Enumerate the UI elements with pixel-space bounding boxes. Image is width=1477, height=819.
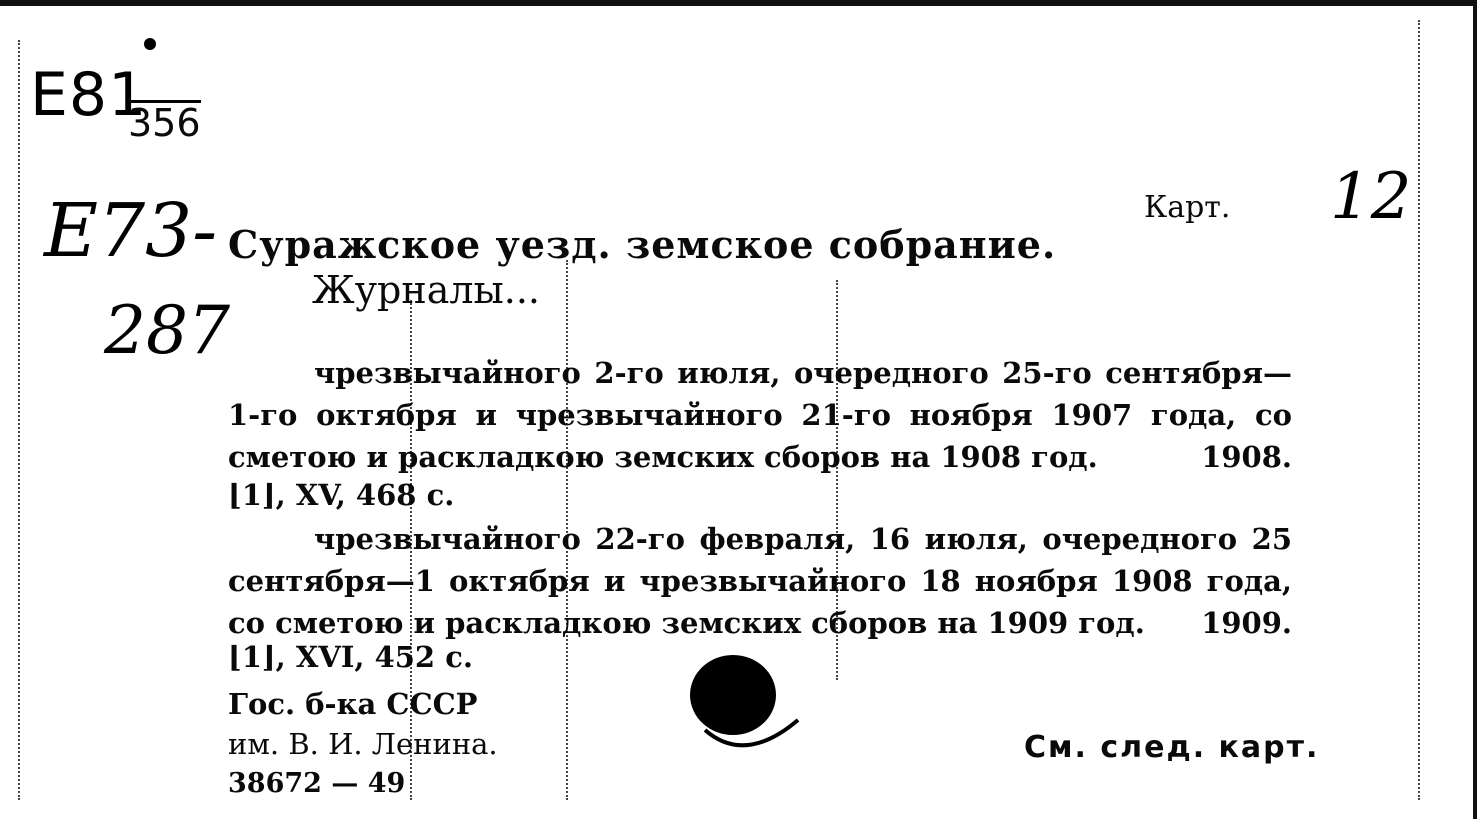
entry-1 (228, 352, 1292, 478)
scan-dotted-line (1418, 20, 1420, 800)
library-block (228, 684, 498, 804)
handwritten-shelf-mark-2: 287 (104, 292, 230, 369)
record-subtitle: Журналы... (312, 268, 540, 312)
card-label: Карт. (1144, 190, 1231, 225)
card-top-border (0, 0, 1477, 6)
library-number: 38672 — 49 (228, 768, 406, 799)
stamp-fraction: 356 (128, 101, 201, 145)
entry-1-volume: ⌊1⌋, XV, 468 с. (228, 478, 455, 512)
card-right-border (1473, 0, 1477, 819)
entry-2-text: чрезвычайного 22-го февраля, 16 июля, очередного 25 сентября—1 октября и чрезвычайного 18 ноября 1908 года, со сметою и раскладкою земских сборов на 1909 год. (228, 522, 1292, 640)
library-line-2: им. В. И. Ленина. (228, 727, 498, 761)
entry-2-year: 1909. (1201, 606, 1292, 640)
entry-2 (228, 518, 1292, 644)
library-line-1: Гос. б-ка СССР (228, 687, 478, 721)
entry-1-text: чрезвычайного 2-го июля, очередного 25-го сентября—1-го октября и чрезвычайного 21-го ноября 1907 года, со сметою и раскладкою земских сборов на 1908 год. (228, 356, 1292, 474)
handwritten-card-number: 12 (1330, 160, 1412, 234)
punch-hole-arc (700, 710, 800, 760)
entry-1-year: 1908. (1201, 440, 1292, 474)
scan-dotted-line (18, 40, 20, 800)
handwritten-shelf-mark-1: E73- (44, 188, 218, 274)
stamp-dot (144, 38, 156, 50)
record-title: Суражское уезд. земское собрание. (228, 222, 1057, 267)
entry-2-volume: ⌊1⌋, XVI, 452 с. (228, 640, 473, 674)
stamp-code: E81 (30, 60, 148, 130)
see-next-card: См. след. карт. (1024, 730, 1320, 765)
